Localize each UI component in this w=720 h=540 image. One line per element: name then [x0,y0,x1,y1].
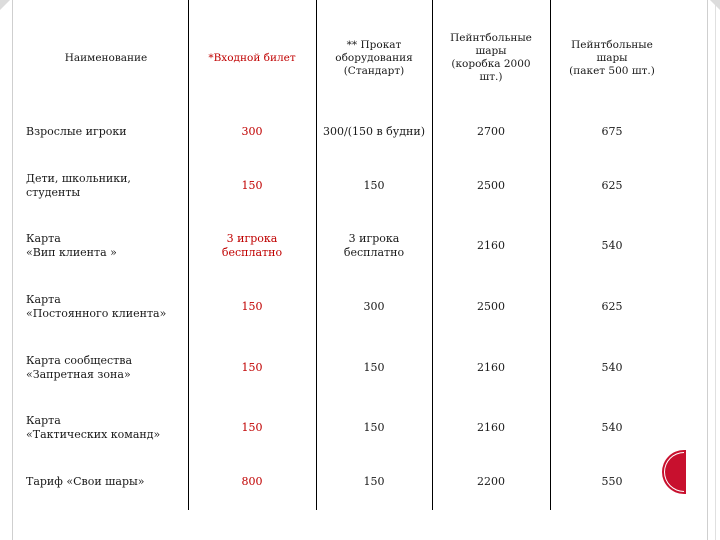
equipment-rental-price: 3 игрока бесплатно [343,232,405,259]
entry-ticket-price: 150 [241,300,263,313]
table-row [24,116,674,148]
paintballs-pack-price: 540 [601,361,623,374]
slide-corner-decoration [0,0,10,10]
paintballs-pack-price: 625 [601,179,623,192]
paintballs-box-price: 2160 [477,239,505,252]
table-row [24,351,674,385]
table-row [24,228,674,264]
paintballs-box-price: 2200 [477,475,505,488]
slide-frame-right [707,0,708,540]
entry-ticket-price: 150 [241,361,263,374]
paintballs-box-price: 2500 [477,179,505,192]
paintballs-box-price: 2160 [477,421,505,434]
entry-ticket-price: 150 [241,179,263,192]
table-row [24,468,674,496]
table-header-row [24,20,674,96]
table-row [24,290,674,324]
header-paintballs-pack: Пейнтбольные шары (пакет 500 шт.) [569,38,655,77]
paintballs-box-price: 2700 [477,125,505,138]
entry-ticket-price: 3 игрока бесплатно [221,232,283,259]
header-paintballs-box: Пейнтбольные шары (коробка 2000 шт.) [450,32,532,83]
entry-ticket-price: 150 [241,421,263,434]
row-name: Дети, школьники, студенты [26,172,131,199]
equipment-rental-price: 150 [363,361,385,374]
paintballs-pack-price: 625 [601,300,623,313]
header-equipment-rental: ** Прокат оборудования (Стандарт) [335,38,413,77]
slide-frame-left [12,0,13,540]
equipment-rental-price: 150 [363,421,385,434]
slide-frame-right-outer [715,0,716,540]
equipment-rental-price: 150 [363,179,385,192]
entry-ticket-price: 300 [241,125,263,138]
paintballs-pack-price: 550 [601,475,623,488]
paintballs-pack-price: 540 [601,239,623,252]
price-table [24,0,674,510]
entry-ticket-price: 800 [241,475,263,488]
equipment-rental-price: 300/(150 в будни) [323,125,425,138]
row-name: Карта «Тактических команд» [26,414,161,441]
paintballs-box-price: 2160 [477,361,505,374]
equipment-rental-price: 300 [363,300,385,313]
row-name: Взрослые игроки [26,125,127,138]
header-name: Наименование [64,51,148,64]
row-name: Тариф «Свои шары» [26,475,145,488]
row-name: Карта «Вип клиента » [26,232,117,259]
paintballs-pack-price: 540 [601,421,623,434]
paintballs-pack-price: 675 [601,125,623,138]
row-name: Карта сообщества «Запретная зона» [26,354,133,381]
table-row [24,411,674,445]
paintballs-box-price: 2500 [477,300,505,313]
table-row [24,168,674,204]
slide-corner-decoration [710,0,720,10]
row-name: Карта «Постоянного клиента» [26,293,167,320]
equipment-rental-price: 150 [363,475,385,488]
header-entry-ticket: *Входной билет [208,51,296,64]
